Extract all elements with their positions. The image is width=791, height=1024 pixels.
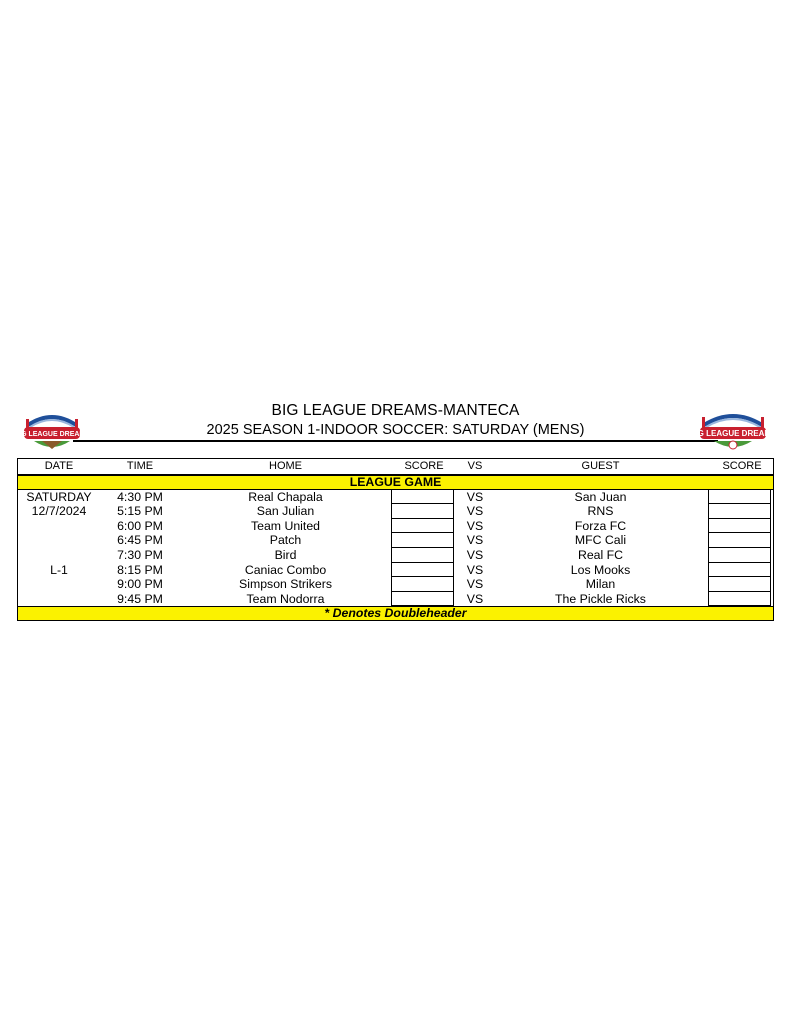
- table-row: [18, 519, 773, 534]
- schedule-header: [14, 400, 777, 458]
- versus-label: VS: [466, 591, 484, 606]
- home-score-box: [391, 548, 454, 563]
- home-team: Simpson Strikers: [239, 577, 332, 592]
- table-header-row: [18, 459, 773, 475]
- guest-team: San Juan: [574, 489, 627, 504]
- column-header-home: HOME: [269, 460, 302, 472]
- versus-label: VS: [466, 577, 484, 592]
- versus-label: VS: [466, 533, 484, 548]
- svg-text:BIG LEAGUE DREAMS: BIG LEAGUE DREAMS: [14, 431, 90, 438]
- svg-text:BIG LEAGUE DREAMS: BIG LEAGUE DREAMS: [689, 429, 777, 438]
- home-score-box: [391, 577, 454, 592]
- versus-label: VS: [466, 518, 484, 533]
- home-team: Team Nodorra: [246, 591, 325, 606]
- table-row: [18, 577, 773, 592]
- table-row: [18, 504, 773, 519]
- game-time: 4:30 PM: [117, 489, 163, 504]
- home-team: Patch: [269, 533, 302, 548]
- table-row: [18, 490, 773, 505]
- home-score-box: [391, 592, 454, 607]
- home-team: San Julian: [256, 504, 315, 519]
- guest-score-box: [708, 577, 771, 592]
- guest-score-box: [708, 592, 771, 607]
- versus-label: VS: [466, 547, 484, 562]
- column-header-home-score: SCORE: [404, 460, 444, 472]
- versus-label: VS: [466, 489, 484, 504]
- game-rows: [18, 490, 773, 607]
- column-header-guest: GUEST: [581, 460, 620, 472]
- home-score-box: [391, 490, 454, 505]
- home-team: Team United: [250, 518, 321, 533]
- game-date: L-1: [50, 562, 68, 577]
- guest-team: RNS: [587, 504, 614, 519]
- game-date: 12/7/2024: [31, 504, 87, 519]
- page-subtitle: 2025 SEASON 1-INDOOR SOCCER: SATURDAY (MENS): [206, 422, 585, 438]
- schedule-table: [17, 458, 774, 621]
- game-time: 6:00 PM: [117, 518, 163, 533]
- table-row: [18, 592, 773, 607]
- game-time: 9:00 PM: [117, 577, 163, 592]
- doubleheader-note: * Denotes Doubleheader: [18, 606, 773, 620]
- game-time: 7:30 PM: [117, 547, 163, 562]
- guest-score-box: [708, 519, 771, 534]
- home-team: Caniac Combo: [244, 562, 327, 577]
- section-label-league-game: LEAGUE GAME: [18, 475, 773, 490]
- guest-team: Forza FC: [574, 518, 627, 533]
- home-score-box: [391, 504, 454, 519]
- page-title: BIG LEAGUE DREAMS-MANTECA: [271, 402, 520, 419]
- game-time: 6:45 PM: [117, 533, 163, 548]
- table-row: [18, 548, 773, 563]
- game-time: 5:15 PM: [117, 504, 163, 519]
- column-header-time: TIME: [126, 460, 154, 472]
- home-score-box: [391, 533, 454, 548]
- guest-score-box: [708, 533, 771, 548]
- versus-label: VS: [466, 562, 484, 577]
- game-date: SATURDAY: [26, 489, 92, 504]
- big-league-dreams-logo: [689, 407, 777, 451]
- column-header-vs: VS: [467, 460, 483, 472]
- home-score-box: [391, 563, 454, 578]
- guest-team: The Pickle Ricks: [555, 591, 646, 606]
- game-time: 8:15 PM: [117, 562, 163, 577]
- column-header-date: DATE: [44, 460, 74, 472]
- guest-team: Los Mooks: [570, 562, 631, 577]
- guest-score-box: [708, 504, 771, 519]
- home-team: Real Chapala: [248, 489, 323, 504]
- guest-score-box: [708, 490, 771, 505]
- versus-label: VS: [466, 504, 484, 519]
- table-row: [18, 563, 773, 578]
- guest-team: MFC Cali: [574, 533, 627, 548]
- column-header-guest-score: SCORE: [722, 460, 762, 472]
- home-score-box: [391, 519, 454, 534]
- guest-team: Real FC: [577, 547, 624, 562]
- guest-score-box: [708, 563, 771, 578]
- guest-score-box: [708, 548, 771, 563]
- game-time: 9:45 PM: [117, 591, 163, 606]
- home-team: Bird: [274, 547, 297, 562]
- table-row: [18, 533, 773, 548]
- guest-team: Milan: [585, 577, 616, 592]
- header-divider: [73, 440, 718, 442]
